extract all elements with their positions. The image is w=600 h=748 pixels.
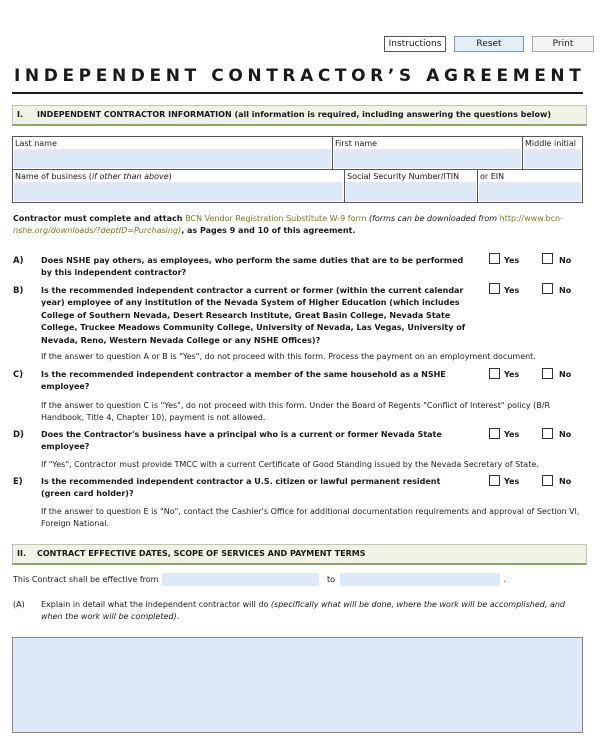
question-a-yes-label: Yes <box>504 256 520 265</box>
first-name-field <box>332 136 523 170</box>
question-c-no-checkbox[interactable] <box>542 368 553 379</box>
start-date-input[interactable] <box>162 573 319 586</box>
middle-initial-field <box>522 136 583 170</box>
middle-initial-input[interactable] <box>524 149 581 168</box>
effective-end-period: . <box>503 575 506 584</box>
section-1-number: I. <box>17 110 24 119</box>
scope-of-services-textarea[interactable] <box>12 637 583 733</box>
effective-label: This Contract shall be effective from <box>13 575 159 584</box>
question-a-letter: A) <box>13 256 24 266</box>
ssn-label: Social Security Number/ITIN <box>347 172 460 181</box>
question-e-letter: E) <box>13 477 23 487</box>
ssn-input[interactable] <box>346 182 476 201</box>
question-c-yes-label: Yes <box>504 370 520 379</box>
question-b-letter: B) <box>13 286 24 296</box>
question-e-yes-label: Yes <box>504 477 520 486</box>
last-name-field <box>12 136 333 170</box>
title-rule <box>12 92 583 94</box>
instructions-button[interactable]: Instructions <box>384 36 446 52</box>
section-2-title: CONTRACT EFFECTIVE DATES, SCOPE OF SERVICES AND PAYMENT TERMS <box>37 549 366 558</box>
toolbar <box>384 36 594 52</box>
w9-form-link[interactable]: BCN Vendor Registration Substitute W-9 form <box>185 214 367 223</box>
ein-field <box>477 169 583 203</box>
question-d-no-checkbox[interactable] <box>542 428 553 439</box>
question-a-no-label: No <box>559 256 572 265</box>
question-c-yes-checkbox[interactable] <box>489 368 500 379</box>
ein-label: or EIN <box>480 172 505 181</box>
explain-letter: (A) <box>13 600 25 609</box>
note-e: If the answer to question E is "No", contact the Cashier's Office for additional documentation requirements and approval of Section VI, Foreign National. <box>41 507 580 529</box>
question-e-yes-checkbox[interactable] <box>489 475 500 486</box>
last-name-input[interactable] <box>14 149 331 168</box>
question-d-letter: D) <box>13 430 24 440</box>
middle-initial-label: Middle initial <box>525 139 576 148</box>
first-name-input[interactable] <box>334 149 521 168</box>
question-b-no-label: No <box>559 286 572 295</box>
note-c: If the answer to question C is "Yes", do not proceed with this form. Under the Board of Regents "Conflict of Interest" policy (B/R Handbook, Title 4, Chapter 10), payment is not allowed. <box>41 401 551 423</box>
question-d-yes-label: Yes <box>504 430 520 439</box>
question-e-no-label: No <box>559 477 572 486</box>
business-name-label: Name of business (if other than above) <box>15 172 172 181</box>
effective-to-label: to <box>327 575 336 584</box>
page-title: INDEPENDENT CONTRACTOR’S AGREEMENT <box>14 66 586 86</box>
business-name-field <box>12 169 345 203</box>
question-d-yes-checkbox[interactable] <box>489 428 500 439</box>
bcn-url-link-cont[interactable]: nshe.org/downloads/?deptID=Purchasing) <box>13 226 182 235</box>
question-e-text: Is the recommended independent contractor a U.S. citizen or lawful permanent resident (green card holder)? <box>41 477 441 499</box>
section-2-number: II. <box>17 549 26 558</box>
explain-text: Explain in detail what the independent contractor will do (specifically what will be done, where the work will be accomplished, and when the work will be completed). <box>41 600 565 621</box>
question-a-no-checkbox[interactable] <box>542 253 553 264</box>
question-b-yes-checkbox[interactable] <box>489 283 500 294</box>
ssn-field <box>344 169 478 203</box>
print-button[interactable]: Print <box>532 36 594 52</box>
section-1-title: INDEPENDENT CONTRACTOR INFORMATION (all information is required, including answering the questions below) <box>37 110 552 119</box>
question-a-yes-checkbox[interactable] <box>489 253 500 264</box>
question-c-text: Is the recommended independent contractor a member of the same household as a NSHE employee? <box>41 370 446 392</box>
section-2-header <box>12 544 587 565</box>
question-d-text: Does the Contractor's business have a principal who is a current or former Nevada State employee? <box>41 430 442 452</box>
business-name-input[interactable] <box>14 182 343 201</box>
question-e-no-checkbox[interactable] <box>542 475 553 486</box>
question-b-no-checkbox[interactable] <box>542 283 553 294</box>
bcn-url-link[interactable]: http://www.bcn- <box>499 214 563 223</box>
section-1-header <box>12 105 587 126</box>
question-c-no-label: No <box>559 370 572 379</box>
ein-input[interactable] <box>479 182 581 201</box>
note-ab: If the answer to question A or B is "Yes", do not proceed with this form. Process the payment on an employment document. <box>41 352 536 361</box>
reset-button[interactable]: Reset <box>454 36 524 52</box>
question-d-no-label: No <box>559 430 572 439</box>
first-name-label: First name <box>335 139 378 148</box>
question-a-text: Does NSHE pay others, as employees, who perform the same duties that are to be performed by this independent contractor? <box>41 256 464 278</box>
end-date-input[interactable] <box>340 573 500 586</box>
note-d: If "Yes", Contractor must provide TMCC with a current Certificate of Good Standing issued by the Nevada Secretary of State. <box>41 460 539 469</box>
question-b-yes-label: Yes <box>504 286 520 295</box>
question-b-text: Is the recommended independent contractor a current or former (within the current calendar year) employee of any institution of the Nevada System of Higher Education (which includes College of Southern Nevada, Desert Research Institute, Great Basin College, Nevada State College, Truckee Meadows Community College, University of Nevada, Las Vegas, University of Nevada, Reno, Western Nevada College or any NSHE Offices)? <box>41 286 466 345</box>
question-c-letter: C) <box>13 370 24 380</box>
w9-instruction: Contractor must complete and attach BCN Vendor Registration Substitute W-9 form (forms can be downloaded from http://www.bcn- nshe.org/downloads/?deptID=Purchasing), as Pages 9 and 10 of this agreement. <box>13 214 563 235</box>
last-name-label: Last name <box>15 139 57 148</box>
